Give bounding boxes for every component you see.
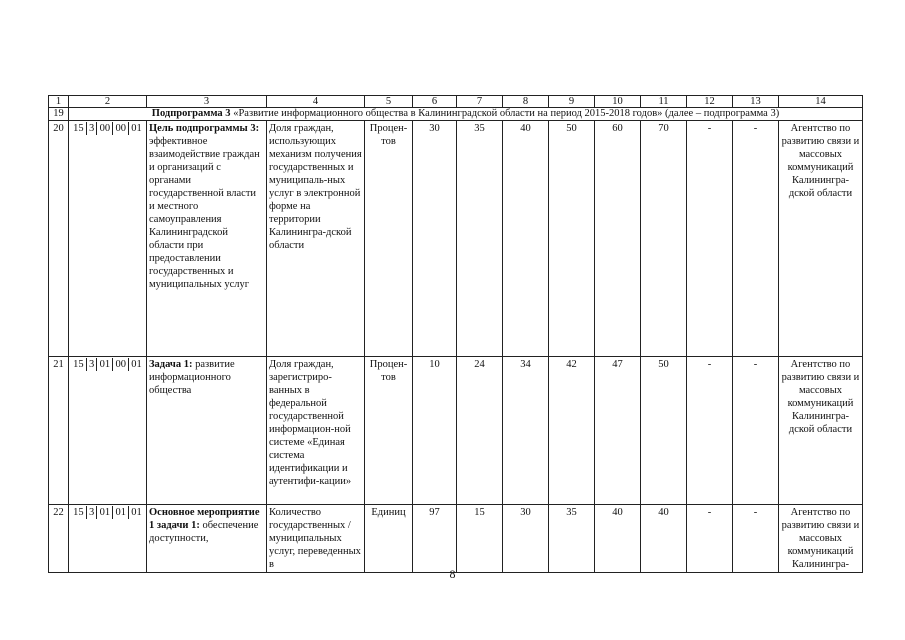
table-row — [49, 357, 863, 505]
code-cell: 15 — [71, 358, 87, 371]
code-cell: 01 — [113, 506, 129, 519]
code-cell: 01 — [97, 506, 113, 519]
column-number-row — [49, 96, 863, 108]
value-cell: 70 — [641, 121, 687, 357]
budget-codes — [69, 357, 147, 505]
activity-name-bold: Основное мероприятие 1 задачи 1: — [149, 507, 260, 531]
page-number: 8 — [449, 567, 456, 581]
column-header: 10 — [595, 96, 641, 108]
activity-name-text: обеспечение доступности, — [149, 520, 259, 544]
unit: Процен-тов — [365, 121, 413, 357]
indicator: Доля граждан, использующих механизм получения государственных и муниципаль-ных услуг в электронной форме на территории Калинингра-дской области — [267, 121, 365, 357]
indicator: Количество государственных /муниципальных услуг, переведенных в — [267, 505, 365, 573]
code-cell: 01 — [97, 358, 113, 371]
goal-name-text: эффективное взаимодействие граждан и организаций с органами государственной власти и местного самоуправления Калининградской области при предоставлении государственных и муниципальных услуг — [149, 136, 260, 290]
goal-name-bold: Цель подпрограммы 3: — [149, 123, 260, 134]
column-header: 12 — [687, 96, 733, 108]
column-header: 8 — [503, 96, 549, 108]
table-row — [49, 121, 863, 357]
budget-codes — [69, 121, 147, 357]
value-cell: 40 — [595, 505, 641, 573]
row-number: 20 — [49, 121, 69, 357]
code-cell: 00 — [113, 358, 129, 371]
column-header: 9 — [549, 96, 595, 108]
code-cell: 01 — [131, 507, 142, 518]
executor: Агентство по развитию связи и массовых коммуникаций Калинингра-дской области — [779, 121, 863, 357]
row-number: 19 — [49, 108, 69, 121]
row-number: 21 — [49, 357, 69, 505]
task-name-text: развитие информационного общества — [149, 359, 235, 396]
subprogram-title-rest: «Развитие информационного общества в Калининградской области на период 2015-2018 годов» (далее – подпрограмма 3) — [230, 108, 780, 119]
value-cell: 35 — [457, 121, 503, 357]
task-name — [147, 357, 267, 505]
value-cell: 42 — [549, 357, 595, 505]
value-cell: 10 — [413, 357, 457, 505]
column-header: 3 — [147, 96, 267, 108]
value-cell: - — [687, 357, 733, 505]
executor: Агентство по развитию связи и массовых коммуникаций Калинингра- — [779, 505, 863, 573]
value-cell: 35 — [549, 505, 595, 573]
column-header: 13 — [733, 96, 779, 108]
value-cell: 60 — [595, 121, 641, 357]
activity-name — [147, 505, 267, 573]
subprogram-row — [49, 108, 863, 121]
code-cell: 15 — [71, 122, 87, 135]
value-cell: 30 — [413, 121, 457, 357]
value-cell: - — [687, 505, 733, 573]
indicator: Доля граждан, зарегистриро-ванных в федеральной государственной информацион-ной системе «Единая система идентификации и аутентифи-кации» — [267, 357, 365, 505]
column-header: 14 — [779, 96, 863, 108]
value-cell: 97 — [413, 505, 457, 573]
code-cell: 3 — [87, 122, 98, 135]
column-header: 11 — [641, 96, 687, 108]
value-cell: 47 — [595, 357, 641, 505]
subprogram-title-bold: Подпрограмма 3 — [151, 108, 231, 119]
value-cell: 50 — [641, 357, 687, 505]
column-header: 5 — [365, 96, 413, 108]
column-header: 1 — [49, 96, 69, 108]
value-cell: 50 — [549, 121, 595, 357]
column-header: 4 — [267, 96, 365, 108]
value-cell: - — [733, 121, 779, 357]
task-name-bold: Задача 1: — [149, 359, 193, 370]
executor: Агентство по развитию связи и массовых коммуникаций Калинингра-дской области — [779, 357, 863, 505]
value-cell: 15 — [457, 505, 503, 573]
value-cell: 40 — [641, 505, 687, 573]
program-table — [48, 95, 863, 573]
value-cell: 24 — [457, 357, 503, 505]
value-cell: - — [687, 121, 733, 357]
value-cell: 34 — [503, 357, 549, 505]
value-cell: 40 — [503, 121, 549, 357]
column-header: 7 — [457, 96, 503, 108]
code-cell: 3 — [87, 506, 98, 519]
code-cell: 00 — [97, 122, 113, 135]
value-cell: 30 — [503, 505, 549, 573]
column-header: 2 — [69, 96, 147, 108]
budget-codes — [69, 505, 147, 573]
code-cell: 01 — [131, 359, 142, 370]
unit: Единиц — [365, 505, 413, 573]
subprogram-title — [69, 108, 863, 121]
table-row — [49, 505, 863, 573]
code-cell: 3 — [87, 358, 98, 371]
value-cell: - — [733, 505, 779, 573]
code-cell: 01 — [131, 123, 142, 134]
goal-name — [147, 121, 267, 357]
column-header: 6 — [413, 96, 457, 108]
unit: Процен-тов — [365, 357, 413, 505]
code-cell: 15 — [71, 506, 87, 519]
value-cell: - — [733, 357, 779, 505]
code-cell: 00 — [113, 122, 129, 135]
row-number: 22 — [49, 505, 69, 573]
